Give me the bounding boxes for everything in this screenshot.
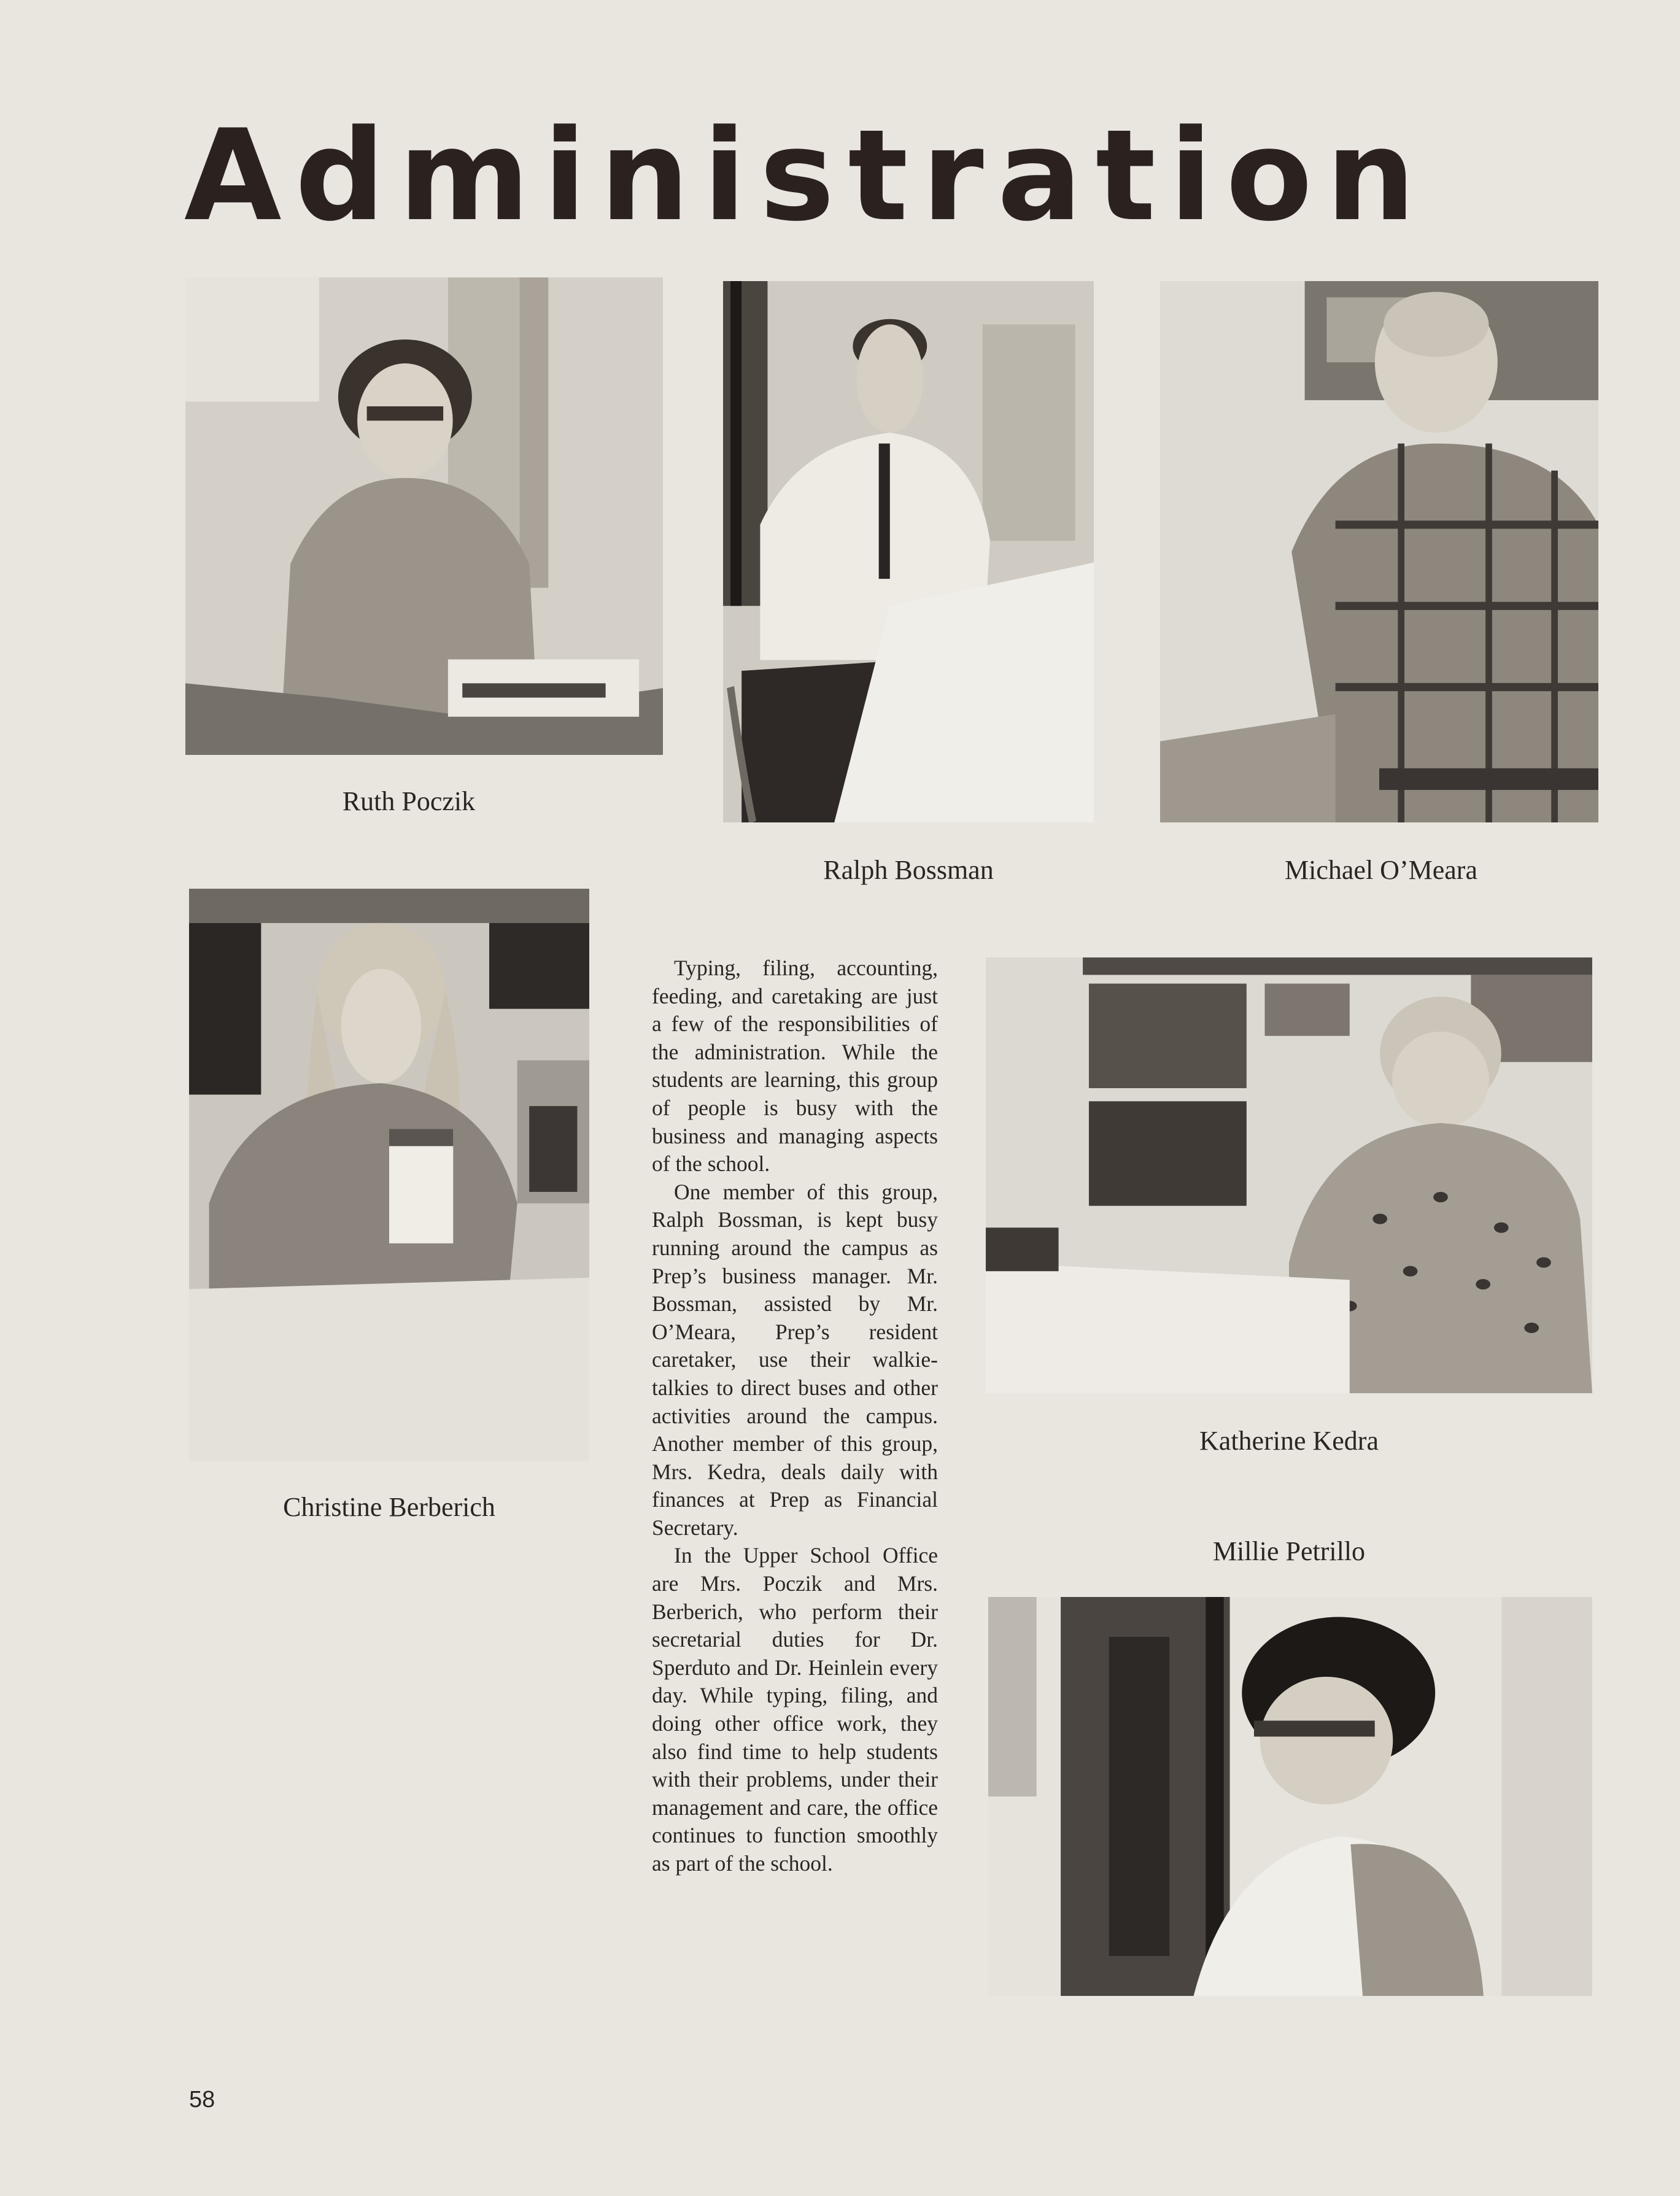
article-paragraph: Typing, filing, accounting, feeding, and caretaking are just a few of the responsibilities of the administration. While the students are learning, this group of people is busy with the business and managing aspects of the school. [652, 956, 938, 1177]
caption-millie-petrillo: Millie Petrillo [1212, 1536, 1366, 1566]
caption-michael-omeara: Michael O’Meara [1285, 855, 1477, 885]
article-text [652, 954, 938, 1878]
caption-ruth-poczik: Ruth Poczik [342, 786, 476, 816]
article-paragraph: In the Upper School Office are Mrs. Poczik and Mrs. Berberich, who perform their secretarial duties for Dr. Sperduto and Dr. Heinlein every day. While typing, filing, and doing other office work, they also find time to help students with their problems, under their management and care, the office continues to function smoothly as part of the school. [652, 1543, 938, 1876]
page-number: 58 [189, 2087, 215, 2113]
caption-ralph-bossman: Ralph Bossman [823, 855, 994, 885]
photo-katherine-kedra [986, 957, 1592, 1393]
photo-millie-petrillo [988, 1597, 1592, 1996]
caption-katherine-kedra: Katherine Kedra [1199, 1426, 1379, 1456]
photo-christine-berberich [189, 889, 589, 1461]
photo-ralph-bossman [723, 281, 1094, 822]
photo-michael-omeara [1160, 281, 1598, 822]
article-paragraph: One member of this group, Ralph Bossman, is kept busy running around the campus as Prep’s business manager. Mr. Bossman, assisted by Mr. O’Meara, Prep’s resident caretaker, use their walkie-talkies to direct buses and other activities around the campus. Another member of this group, Mrs. Kedra, deals daily with finances at Prep as Financial Secretary. [652, 1179, 938, 1540]
caption-christine-berberich: Christine Berberich [283, 1492, 495, 1522]
page-title: Administration [184, 103, 1429, 249]
photo-ruth-poczik [185, 277, 663, 755]
